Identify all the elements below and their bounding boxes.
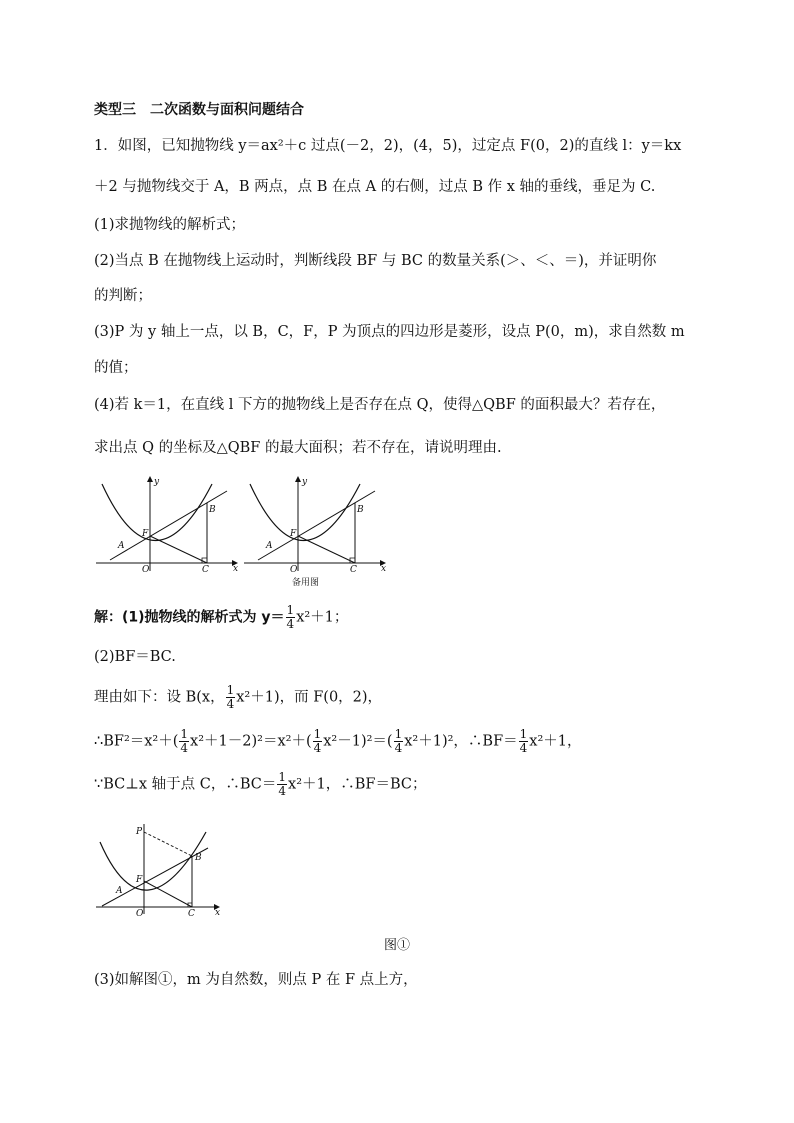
solution-4-part-e: x²＋1， (529, 733, 582, 750)
solution-figure-1 (92, 818, 227, 918)
fraction-quarter: $\frac{1}{4}$ (394, 727, 403, 755)
label-p: P (136, 827, 143, 837)
parabola (100, 832, 206, 890)
fraction-quarter: $\frac{1}{4}$ (180, 727, 189, 755)
label-x: x (233, 564, 239, 574)
label-a: A (116, 886, 123, 896)
solution-1-suffix: x²＋1； (296, 609, 349, 626)
solution-line-6: (3)如解图①，m 为自然数，则点 P 在 F 点上方， (94, 972, 418, 988)
label-c: C (202, 565, 209, 574)
question-4-line-a: (4)若 k＝1，在直线 l 下方的抛物线上是否存在点 Q，使得△QBF 的面积最大？若存在， (94, 397, 666, 413)
solution-4-part-c: x²－1)²＝( (323, 733, 393, 750)
label-f: F (290, 529, 297, 539)
problem-figure-main (92, 474, 242, 574)
solution-3-suffix: x²＋1)，而 F(0，2)， (236, 689, 383, 706)
y-axis-arrow (295, 476, 301, 482)
solution-4-part-a: ∴BF²＝x²＋( (94, 733, 179, 750)
label-c: C (350, 565, 357, 575)
question-3-line-b: 的值； (94, 360, 138, 376)
solution-line-2: (2)BF＝BC. (94, 649, 176, 665)
fraction-quarter: $\frac{1}{4}$ (519, 727, 528, 755)
segment-fc (144, 881, 192, 907)
solution-3-prefix: 理由如下：设 B(x， (94, 689, 225, 706)
fraction-quarter: $\frac{1}{4}$ (226, 683, 235, 711)
label-y: y (302, 477, 308, 487)
problem-figure-backup (240, 474, 390, 589)
fraction-quarter: $\frac{1}{4}$ (313, 727, 322, 755)
problem-line-2: ＋2 与抛物线交于 A，B 两点，点 B 在点 A 的右侧，过点 B 作 x 轴的垂线，垂足为 C. (94, 179, 656, 195)
label-b: B (209, 505, 216, 515)
label-f: F (136, 875, 143, 885)
label-f: F (142, 529, 149, 539)
label-o: O (142, 565, 150, 574)
solution-line-1 (94, 604, 348, 631)
question-4-line-b: 求出点 Q 的坐标及△QBF 的最大面积；若不存在，请说明理由. (94, 440, 502, 456)
question-1: (1)求抛物线的解析式； (94, 217, 246, 233)
segment-fc (298, 536, 355, 563)
section-title: 类型三 二次函数与面积问题结合 (94, 102, 304, 118)
y-axis-arrow (147, 476, 153, 482)
solution-line-3 (94, 684, 382, 711)
label-b: B (357, 505, 364, 515)
label-x: x (215, 908, 221, 918)
segment-fc (150, 536, 207, 563)
solution-5-part-b: x²＋1，∴BF＝BC； (288, 776, 427, 793)
question-2-line-a: (2)当点 B 在抛物线上运动时，判断线段 BF 与 BC 的数量关系(＞、＜、＝)，并证明你 (94, 253, 657, 269)
label-o: O (136, 909, 144, 918)
label-a: A (118, 541, 125, 551)
solution-line-4 (94, 728, 582, 755)
label-a: A (266, 541, 273, 551)
backup-figure-caption: 备用图 (292, 578, 320, 588)
solution-5-part-a: ∵BC⊥x 轴于点 C，∴BC＝ (94, 776, 277, 793)
fraction-quarter: $\frac{1}{4}$ (286, 603, 295, 631)
figure-1-caption: 图① (384, 938, 411, 953)
solution-4-part-d: x²＋1)²，∴BF＝ (404, 733, 518, 750)
label-y: y (154, 477, 160, 487)
label-o: O (290, 565, 298, 575)
label-b: B (195, 853, 202, 863)
question-2-line-b: 的判断； (94, 288, 152, 304)
question-3-line-a: (3)P 为 y 轴上一点，以 B，C，F，P 为顶点的四边形是菱形，设点 P(0，m)，求自然数 m (94, 324, 685, 340)
solution-1-prefix: 解：(1)抛物线的解析式为 y＝ (94, 609, 285, 626)
solution-line-5 (94, 771, 426, 798)
problem-line-1: 1．如图，已知抛物线 y＝ax²＋c 过点(－2，2)，(4，5)，过定点 F(0，2)的直线 l：y＝kx (94, 138, 682, 154)
label-c: C (188, 909, 195, 918)
segment-pb-dashed (144, 832, 192, 856)
fraction-quarter: $\frac{1}{4}$ (278, 770, 287, 798)
label-x: x (381, 564, 387, 574)
solution-4-part-b: x²＋1－2)²＝x²＋( (190, 733, 312, 750)
